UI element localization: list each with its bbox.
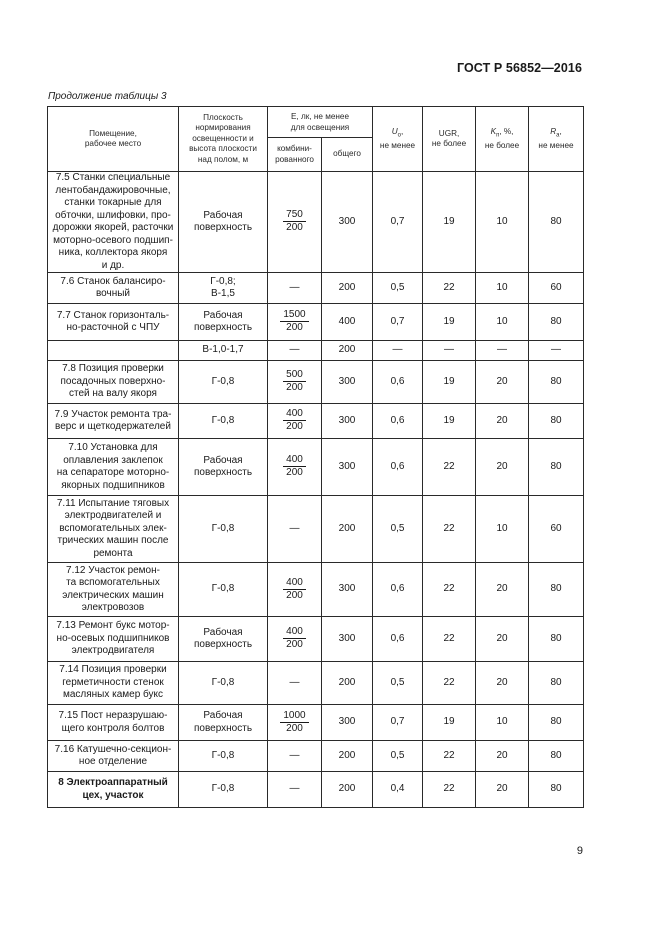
cell-e-combined: — <box>268 772 322 808</box>
cell-room <box>48 617 179 662</box>
cell-kp: — <box>476 341 529 361</box>
text-line: 7.10 Установка для <box>68 442 158 453</box>
symbol-suffix: , %, <box>499 126 514 136</box>
fraction-denominator: 200 <box>286 467 303 479</box>
cell-e-general: 300 <box>322 439 373 496</box>
header-ugr <box>423 107 476 172</box>
text-line: Рабочая <box>203 626 243 638</box>
cell-ra: 80 <box>529 404 584 439</box>
cell-e-combined <box>268 617 322 662</box>
cell-ra: 80 <box>529 617 584 662</box>
fraction-denominator: 200 <box>286 222 303 234</box>
text-line: ника, коллектора якоря <box>58 247 168 258</box>
cell-e-general: 200 <box>322 273 373 304</box>
text-line: поверхность <box>193 722 253 734</box>
cell-e-general: 200 <box>322 741 373 772</box>
cell-ugr: 22 <box>423 662 476 705</box>
text-line: якорных подшипников <box>61 479 165 491</box>
text-line: Рабочая <box>203 710 243 721</box>
cell-ugr: 19 <box>423 172 476 273</box>
fraction-denominator: 200 <box>286 322 303 334</box>
text-line: верс и щеткодержателей <box>55 421 171 432</box>
header-illuminance <box>268 107 373 138</box>
cell-ugr: — <box>423 341 476 361</box>
cell-kp: 10 <box>476 172 529 273</box>
cell-e-combined <box>268 563 322 617</box>
text-line: не более <box>431 139 467 148</box>
text-line: нормирования <box>195 123 251 133</box>
text-line: В-1,0-1,7 <box>202 344 244 356</box>
cell-ra: 80 <box>529 172 584 273</box>
cell-ugr: 22 <box>423 439 476 496</box>
text-line: моторно-осевого подшип- <box>53 234 173 246</box>
cell-ra: 80 <box>529 304 584 341</box>
cell-uo: 0,7 <box>373 172 423 273</box>
header-qualifier: не менее <box>379 140 416 150</box>
cell-uo: 0,6 <box>373 439 423 496</box>
symbol-suffix: , <box>559 126 562 136</box>
text-line: поверхность <box>193 322 253 333</box>
text-line: стей на валу якоря <box>69 388 157 400</box>
cell-e-combined: — <box>268 741 322 772</box>
cell-ra: 60 <box>529 273 584 304</box>
text-line: Г-0,8 <box>211 522 235 534</box>
text-line: 7.7 Станок горизонталь- <box>56 309 170 321</box>
header-room <box>48 107 179 172</box>
text-line: 7.9 Участок ремонта тра- <box>54 408 172 420</box>
cell-kp: 20 <box>476 741 529 772</box>
cell-ugr: 22 <box>423 496 476 563</box>
cell-room <box>48 662 179 705</box>
cell-ra: — <box>529 341 584 361</box>
symbol: U <box>391 126 398 136</box>
cell-uo: — <box>373 341 423 361</box>
fraction-numerator: 400 <box>283 626 306 639</box>
cell-e-general: 200 <box>322 662 373 705</box>
fraction-numerator: 400 <box>283 577 306 590</box>
cell-e-combined: — <box>268 273 322 304</box>
table-row <box>48 273 584 304</box>
cell-uo: 0,5 <box>373 662 423 705</box>
cell-room <box>48 705 179 741</box>
fraction-denominator: 200 <box>286 382 303 394</box>
cell-ra: 60 <box>529 496 584 563</box>
text-line: 7.5 Станки специальные <box>55 172 171 183</box>
text-line: ремонта <box>93 547 133 559</box>
header-uo <box>373 107 423 172</box>
table-row <box>48 705 584 741</box>
text-line: 7.11 Испытание тяговых <box>56 497 170 509</box>
fraction-denominator: 200 <box>286 722 303 734</box>
text-line: трических машин после <box>57 535 169 547</box>
text-line: Рабочая <box>203 454 243 466</box>
cell-kp: 10 <box>476 705 529 741</box>
text-line: вспомогательных элек- <box>59 522 167 534</box>
cell-kp: 20 <box>476 404 529 439</box>
text-line: Г-0,8 <box>211 783 235 795</box>
text-line: лентобандажировочные, <box>55 184 171 196</box>
cell-kp: 20 <box>476 439 529 496</box>
cell-room <box>48 496 179 563</box>
text-line: поверхность <box>193 222 253 233</box>
text-line: масляных камер букс <box>62 689 164 701</box>
fraction <box>280 309 308 334</box>
text-line: Рабочая <box>203 309 243 321</box>
table-row <box>48 304 584 341</box>
text-line: для освещения <box>290 122 350 132</box>
cell-uo: 0,4 <box>373 772 423 808</box>
cell-room <box>48 172 179 273</box>
header-e-general: общего <box>322 138 373 172</box>
text-line: 7.12 Участок ремон- <box>66 564 160 576</box>
cell-e-combined <box>268 361 322 404</box>
symbol: K <box>490 126 497 136</box>
cell-ugr: 22 <box>423 563 476 617</box>
cell-ugr: 19 <box>423 404 476 439</box>
fraction <box>283 369 306 394</box>
text-line: герметичности стенок <box>62 676 164 688</box>
text-line: вочный <box>95 288 131 299</box>
cell-plane <box>179 617 268 662</box>
cell-e-combined: — <box>268 662 322 705</box>
cell-kp: 20 <box>476 662 529 705</box>
text-line: но-расточной с ЧПУ <box>66 322 160 333</box>
page-number: 9 <box>576 845 583 857</box>
header-ra <box>529 107 584 172</box>
cell-ugr: 22 <box>423 273 476 304</box>
cell-uo: 0,7 <box>373 705 423 741</box>
fraction-numerator: 500 <box>283 369 306 382</box>
cell-e-combined <box>268 304 322 341</box>
header-e-combined <box>268 138 322 172</box>
cell-room <box>48 563 179 617</box>
table-row <box>48 496 584 563</box>
text-line: дорожки якорей, расточки <box>52 222 174 233</box>
text-line: щего контроля болтов <box>61 722 165 734</box>
cell-kp: 10 <box>476 496 529 563</box>
cell-e-general: 400 <box>322 304 373 341</box>
cell-uo: 0,7 <box>373 304 423 341</box>
fraction-numerator: 1500 <box>280 309 308 322</box>
cell-uo: 0,6 <box>373 563 423 617</box>
table-caption: Продолжение таблицы 3 <box>48 91 167 102</box>
header-plane <box>179 107 268 172</box>
text-line: оплавления заклепок <box>63 454 163 466</box>
text-line: В-1,5 <box>211 288 235 299</box>
cell-ra: 80 <box>529 361 584 404</box>
cell-room <box>48 341 179 361</box>
table-row <box>48 341 584 361</box>
cell-e-general: 300 <box>322 617 373 662</box>
fraction-numerator: 750 <box>283 209 306 222</box>
text-line: Г-0,8 <box>211 583 235 595</box>
text-line: электрических машин <box>62 589 164 601</box>
fraction-numerator: 400 <box>283 454 306 467</box>
cell-ugr: 22 <box>423 741 476 772</box>
text-line: Г-0,8 <box>211 676 235 688</box>
text-line: 7.16 Катушечно-секцион- <box>54 743 172 755</box>
text-line: цех, участок <box>82 789 144 801</box>
text-line: на сепараторе моторно- <box>56 467 170 478</box>
cell-e-general: 300 <box>322 404 373 439</box>
cell-room <box>48 439 179 496</box>
table-row <box>48 617 584 662</box>
cell-uo: 0,5 <box>373 496 423 563</box>
cell-ra: 80 <box>529 439 584 496</box>
text-line: Г-0,8 <box>211 375 235 387</box>
table-body <box>48 172 584 808</box>
text-line: Е, лк, не менее <box>290 112 350 121</box>
text-line: и др. <box>101 259 125 271</box>
text-line: 7.15 Пост неразрушаю- <box>58 710 168 721</box>
text-line: 7.13 Ремонт букс мотор- <box>56 620 170 632</box>
cell-uo: 0,5 <box>373 273 423 304</box>
text-line: над полом, м <box>197 154 249 164</box>
cell-kp: 20 <box>476 772 529 808</box>
text-line: но-осевых подшипников <box>56 632 170 644</box>
fraction <box>283 209 306 234</box>
text-line: поверхность <box>193 639 253 650</box>
cell-ra: 80 <box>529 705 584 741</box>
fraction <box>283 577 306 602</box>
cell-plane <box>179 496 268 563</box>
text-line: электродвигателей и <box>64 510 162 522</box>
cell-kp: 20 <box>476 617 529 662</box>
text-line: 7.14 Позиция проверки <box>59 664 167 676</box>
text-line: обточки, шлифовки, про- <box>55 209 171 221</box>
cell-uo: 0,5 <box>373 741 423 772</box>
fraction-denominator: 200 <box>286 421 303 433</box>
cell-e-general: 200 <box>322 772 373 808</box>
text-line: UGR, <box>438 128 460 138</box>
text-line: Г-0,8 <box>211 414 235 426</box>
subscript: a <box>556 132 560 139</box>
cell-room <box>48 772 179 808</box>
header-kp <box>476 107 529 172</box>
header-qualifier: не более <box>484 140 520 150</box>
subscript: п <box>496 132 500 139</box>
cell-e-general: 300 <box>322 563 373 617</box>
cell-ugr: 19 <box>423 705 476 741</box>
cell-plane <box>179 341 268 361</box>
cell-ugr: 19 <box>423 361 476 404</box>
cell-uo: 0,6 <box>373 617 423 662</box>
fraction <box>283 408 306 433</box>
text-line: рованного <box>275 154 314 164</box>
text-line: освещенности и <box>192 133 254 143</box>
text-line: комбини- <box>277 144 312 153</box>
text-line: электровозов <box>81 602 145 613</box>
text-line: посадочных поверхно- <box>60 375 166 387</box>
cell-e-general: 200 <box>322 341 373 361</box>
table-row <box>48 772 584 808</box>
cell-e-combined: — <box>268 341 322 361</box>
text-line: Рабочая <box>203 209 243 221</box>
text-line: рабочее место <box>84 139 142 148</box>
text-line: электродвигателя <box>71 645 155 657</box>
cell-e-general: 300 <box>322 361 373 404</box>
cell-plane <box>179 705 268 741</box>
cell-kp: 20 <box>476 361 529 404</box>
cell-room <box>48 741 179 772</box>
table-row <box>48 172 584 273</box>
text-line: станки токарные для <box>64 197 162 208</box>
cell-ugr: 22 <box>423 772 476 808</box>
cell-e-combined <box>268 705 322 741</box>
fraction <box>283 454 306 479</box>
fraction-numerator: 1000 <box>280 710 308 723</box>
cell-uo: 0,6 <box>373 361 423 404</box>
cell-kp: 20 <box>476 563 529 617</box>
text-line: высота плоскости <box>189 144 257 154</box>
subscript: о <box>397 132 401 139</box>
text-line: Г-0,8; <box>210 275 236 287</box>
cell-plane <box>179 563 268 617</box>
cell-ugr: 22 <box>423 617 476 662</box>
cell-room <box>48 404 179 439</box>
cell-kp: 10 <box>476 304 529 341</box>
cell-plane <box>179 404 268 439</box>
cell-plane <box>179 172 268 273</box>
cell-plane <box>179 304 268 341</box>
symbol: R <box>550 126 557 136</box>
cell-ra: 80 <box>529 772 584 808</box>
cell-plane <box>179 439 268 496</box>
fraction-numerator: 400 <box>283 408 306 421</box>
cell-room <box>48 273 179 304</box>
table-row <box>48 361 584 404</box>
text-line: 8 Электроаппаратный <box>58 777 168 788</box>
fraction-denominator: 200 <box>286 589 303 601</box>
text-line: 7.6 Станок балансиро- <box>60 275 166 287</box>
table-row <box>48 563 584 617</box>
cell-plane <box>179 273 268 304</box>
cell-e-combined <box>268 439 322 496</box>
cell-plane <box>179 662 268 705</box>
lighting-norms-table <box>47 106 584 808</box>
text-line: ное отделение <box>78 756 148 767</box>
fraction <box>283 626 306 651</box>
cell-room <box>48 361 179 404</box>
cell-ugr: 19 <box>423 304 476 341</box>
cell-plane <box>179 741 268 772</box>
cell-uo: 0,6 <box>373 404 423 439</box>
table-row <box>48 404 584 439</box>
text-line: поверхность <box>193 467 253 478</box>
fraction <box>280 710 308 735</box>
text-line: Плоскость <box>203 112 243 122</box>
cell-e-general: 300 <box>322 172 373 273</box>
cell-e-general: 200 <box>322 496 373 563</box>
symbol-suffix: , <box>401 126 404 136</box>
text-line: 7.8 Позиция проверки <box>62 363 164 375</box>
cell-ra: 80 <box>529 662 584 705</box>
cell-plane <box>179 361 268 404</box>
table-row <box>48 662 584 705</box>
text-line: Помещение, <box>89 128 137 138</box>
text-line: Г-0,8 <box>211 749 235 761</box>
table-row <box>48 439 584 496</box>
header-qualifier: не менее <box>538 140 574 150</box>
fraction-denominator: 200 <box>286 639 303 651</box>
cell-ra: 80 <box>529 741 584 772</box>
cell-ra: 80 <box>529 563 584 617</box>
cell-e-combined <box>268 404 322 439</box>
cell-e-general: 300 <box>322 705 373 741</box>
cell-room <box>48 304 179 341</box>
table-row <box>48 741 584 772</box>
cell-kp: 10 <box>476 273 529 304</box>
cell-plane <box>179 772 268 808</box>
document-id: ГОСТ Р 56852—2016 <box>456 61 582 75</box>
cell-e-combined <box>268 172 322 273</box>
cell-e-combined: — <box>268 496 322 563</box>
text-line: та вспомогательных <box>66 577 160 588</box>
